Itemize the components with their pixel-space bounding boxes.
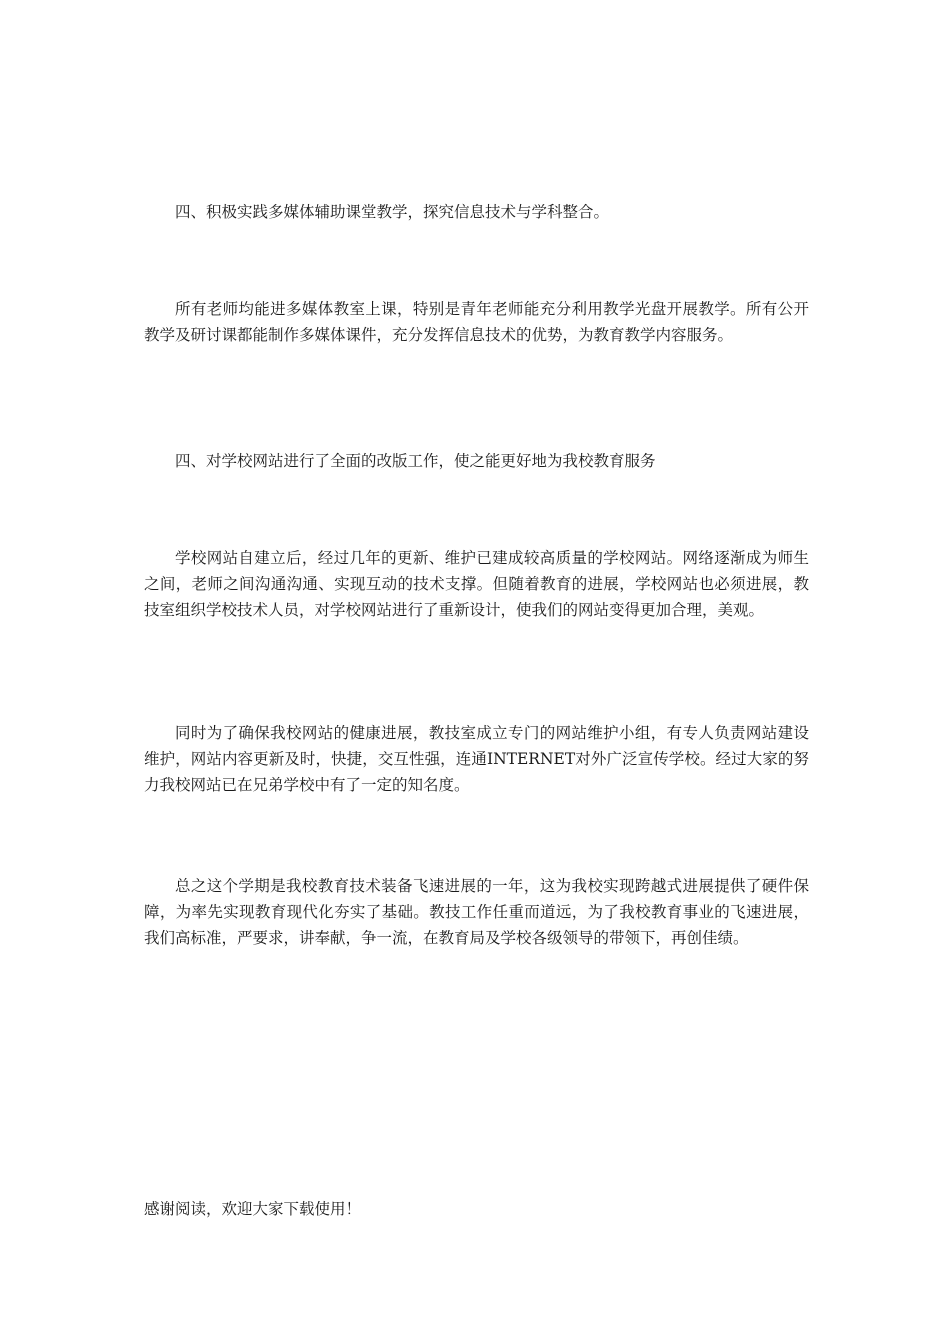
paragraph-multimedia-teaching: 所有老师均能进多媒体教室上课，特别是青年老师能充分利用教学光盘开展教学。所有公开教学及研讨课都能制作多媒体课件，充分发挥信息技术的优势，为教育教学内容服务。 [144,300,809,344]
paragraph-website-maintenance: 同时为了确保我校网站的健康进展，教技室成立专门的网站维护小组，有专人负责网站建设维护，网站内容更新及时，快捷，交互性强，连通INTERNET对外广泛宣传学校。经过大家的努力我校网站已在兄弟学校中有了一定的知名度。 [144,724,809,794]
paragraph-website-redesign: 学校网站自建立后，经过几年的更新、维护已建成较高质量的学校网站。网络逐渐成为师生之间，老师之间沟通沟通、实现互动的技术支撑。但随着教育的进展，学校网站也必须进展，教技室组织学校技术人员，对学校网站进行了重新设计，使我们的网站变得更加合理，美观。 [144,549,809,619]
section-heading-multimedia: 四、积极实践多媒体辅助课堂教学，探究信息技术与学科整合。 [175,203,610,221]
paragraph-summary: 总之这个学期是我校教育技术装备飞速进展的一年，这为我校实现跨越式进展提供了硬件保障，为率先实现教育现代化夯实了基础。教技工作任重而道远，为了我校教育事业的飞速进展，我们高标准，严要求，讲奉献，争一流，在教育局及学校各级领导的带领下，再创佳绩。 [144,877,809,947]
closing-note: 感谢阅读，欢迎大家下载使用！ [144,1200,362,1218]
section-heading-website: 四、对学校网站进行了全面的改版工作，使之能更好地为我校教育服务 [175,452,656,470]
